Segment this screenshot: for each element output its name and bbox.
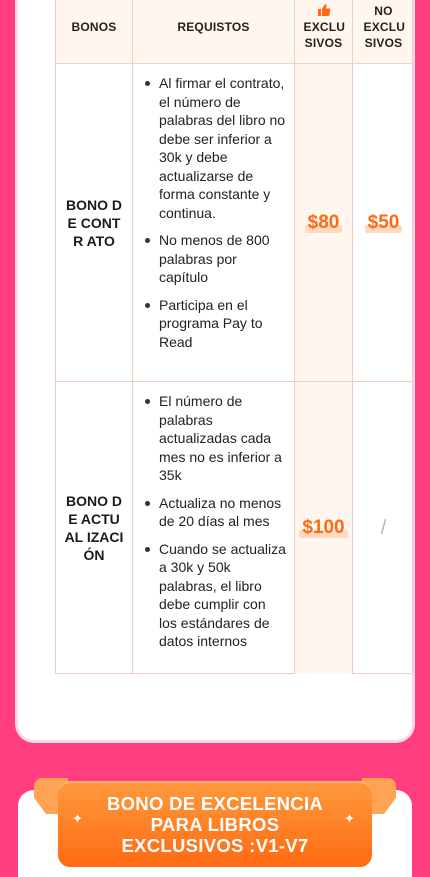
bonus-name: BONO DE CONTR ATO <box>66 196 122 249</box>
excellence-bonus-banner <box>58 781 372 867</box>
not-applicable-mark: / <box>380 516 387 539</box>
header-no-exclusivos-label: NO EXCLU SIVOS <box>363 4 406 50</box>
bonus-name-cell <box>56 64 133 381</box>
requirements-list <box>143 392 286 660</box>
requirement-item: Cuando se actualiza a 30k y 50k palabras, el libro debe cumplir con los estándares de datos internos <box>143 540 286 651</box>
requirements-cell <box>133 382 295 674</box>
header-exclusivos <box>295 0 353 63</box>
non-exclusive-amount-cell <box>353 382 414 674</box>
bonus-table-card <box>18 0 412 740</box>
exclusive-amount-cell <box>295 382 353 674</box>
bonus-name: BONO DE ACTUAL IZACIÓN <box>64 493 124 563</box>
requirement-item: El número de palabras actualizadas cada mes no es inferior a 35k <box>143 392 286 485</box>
requirement-item: Al firmar el contrato, el número de palabras del libro no debe ser inferior a 30k y debe actualizarse de forma constante y continua. <box>143 74 286 222</box>
requirements-list <box>143 74 286 360</box>
table-row <box>56 382 412 674</box>
header-requisitos-label: REQUISTOS <box>177 20 250 34</box>
header-no-exclusivos <box>353 0 414 63</box>
header-exclusivos-label: EXCLU SIVOS <box>303 20 346 50</box>
requirement-item: Participa en el programa Pay to Read <box>143 296 286 352</box>
requirement-item: No menos de 800 palabras por capítulo <box>143 231 286 287</box>
exclusive-amount: $80 <box>307 211 340 233</box>
exclusive-amount-cell <box>295 64 353 381</box>
sparkle-icon: ✦ <box>72 811 83 826</box>
table-row <box>56 64 412 382</box>
thumbs-up-icon <box>317 3 331 17</box>
requirements-cell <box>133 64 295 381</box>
exclusive-amount: $100 <box>302 517 345 538</box>
table-header-row <box>56 0 412 64</box>
header-requisitos <box>133 0 295 63</box>
requirement-item: Actualiza no menos de 20 días al mes <box>143 494 286 531</box>
bonus-table <box>55 0 413 674</box>
non-exclusive-amount: $50 <box>367 211 400 233</box>
header-bonos-label: BONOS <box>71 20 117 34</box>
header-bonos <box>56 0 133 63</box>
sparkle-icon: ✦ <box>344 811 355 826</box>
banner-title: BONO DE EXCELENCIA PARA LIBROS EXCLUSIVOS :V1-V7 <box>106 792 324 856</box>
non-exclusive-amount-cell <box>353 64 414 381</box>
bonus-name-cell <box>56 382 133 674</box>
